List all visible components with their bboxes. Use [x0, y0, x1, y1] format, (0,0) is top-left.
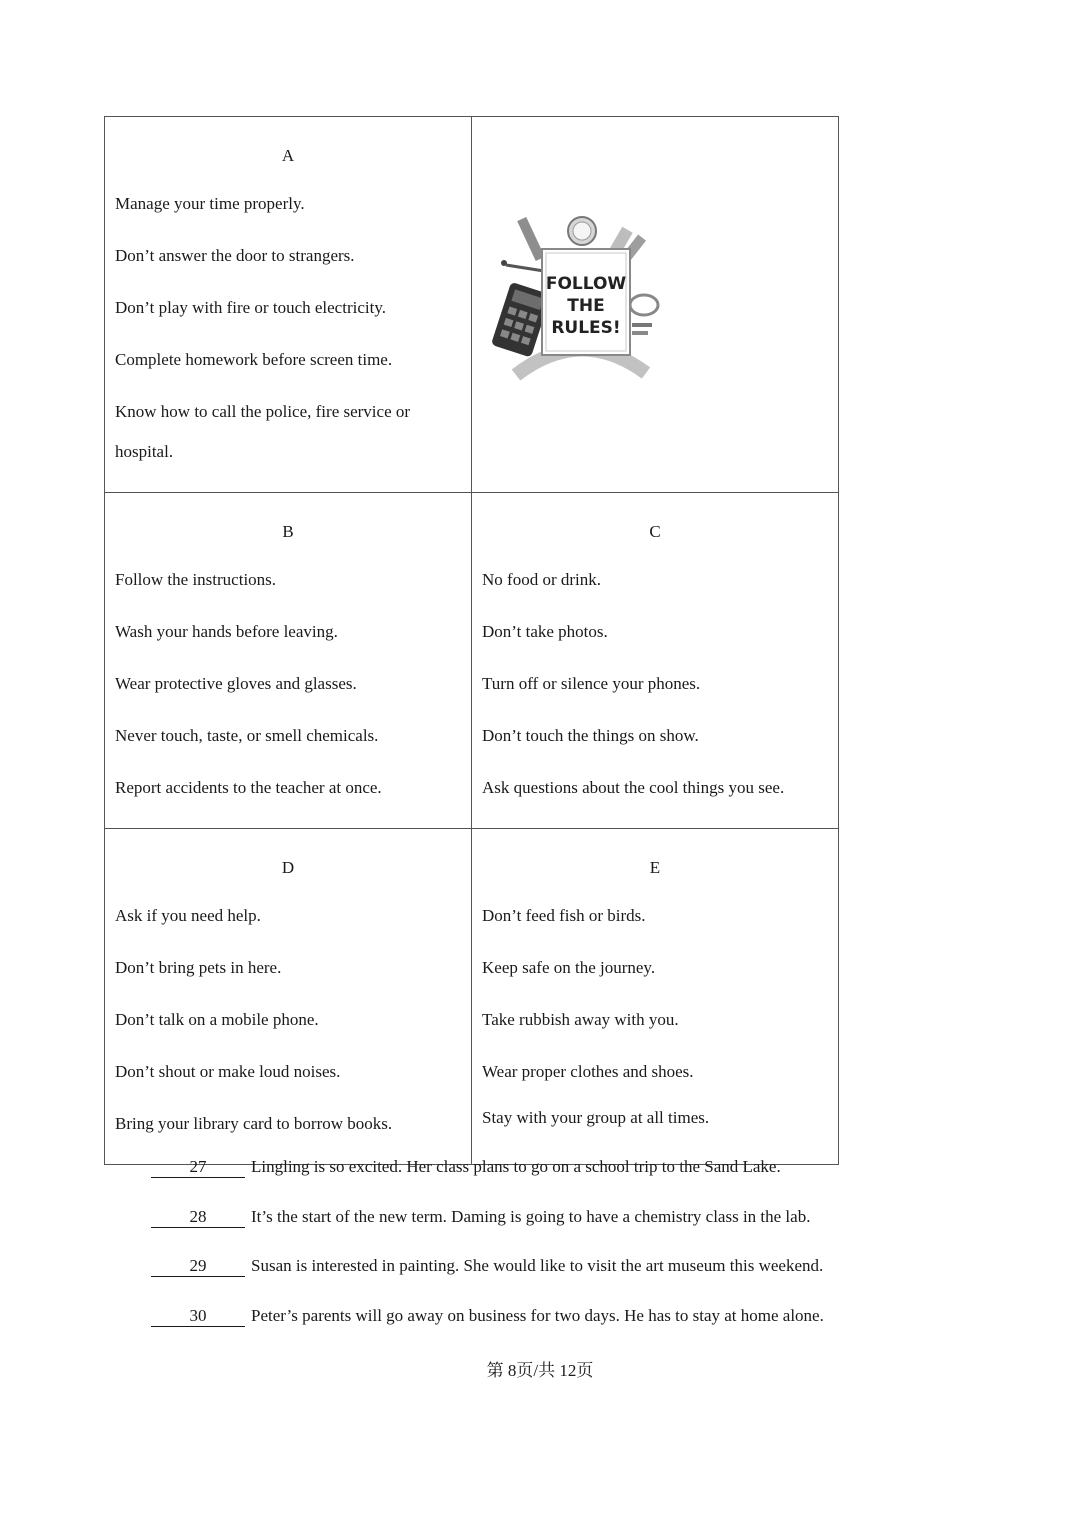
section-b-rule: Report accidents to the teacher at once. [115, 778, 382, 797]
section-a [105, 117, 472, 493]
poster-cell [472, 117, 839, 493]
section-b-rule: Wear protective gloves and glasses. [115, 674, 357, 693]
section-a-rule: Don’t answer the door to strangers. [115, 246, 355, 265]
rules-table [104, 116, 839, 1165]
page-footer: 第 8页/共 12页 [486, 1361, 594, 1380]
poster-line-2: THE [567, 296, 605, 316]
section-e-rule: Don’t feed fish or birds. [482, 906, 646, 925]
poster-line-3: RULES! [551, 318, 621, 338]
section-b-rule: Follow the instructions. [115, 570, 277, 589]
section-d-rule: Ask if you need help. [115, 906, 261, 925]
section-c-rule: No food or drink. [482, 570, 601, 589]
section-c [472, 493, 839, 829]
section-c-rule: Turn off or silence your phones. [482, 674, 701, 693]
section-e-rule: Take rubbish away with you. [482, 1010, 679, 1029]
section-e-rule: Keep safe on the journey. [482, 958, 656, 977]
section-e-heading: E [649, 858, 661, 877]
section-e-rule: Wear proper clothes and shoes. [482, 1062, 694, 1081]
question-item [151, 1205, 1051, 1255]
section-a-rule: Know how to call the police, fire service or [115, 402, 411, 421]
section-c-rule: Don’t take photos. [482, 622, 608, 641]
section-d-heading: D [281, 858, 295, 877]
section-d [105, 829, 472, 1165]
section-e [472, 829, 839, 1165]
question-list [151, 1155, 1051, 1353]
question-text: Peter’s parents will go away on business for two days. He has to stay at home alone. [251, 1305, 824, 1325]
section-a-rule: Don’t play with fire or touch electricity. [115, 298, 386, 317]
section-a-rule: Manage your time properly. [115, 194, 305, 213]
answer-blank[interactable]: 30 [151, 1306, 245, 1327]
question-item [151, 1155, 1051, 1205]
follow-the-rules-illustration [486, 205, 676, 395]
section-a-rule: Complete homework before screen time. [115, 350, 393, 369]
section-b-heading: B [282, 522, 294, 541]
section-a-heading: A [281, 146, 295, 165]
section-b [105, 493, 472, 829]
poster-line-1: FOLLOW [545, 274, 627, 294]
question-text: Susan is interested in painting. She would like to visit the art museum this weekend. [251, 1256, 824, 1275]
section-a-rule-continuation: hospital. [115, 442, 174, 461]
question-item [151, 1254, 1051, 1304]
section-d-rule: Bring your library card to borrow books. [115, 1114, 393, 1133]
section-d-rule: Don’t bring pets in here. [115, 958, 282, 977]
section-d-rule: Don’t shout or make loud noises. [115, 1062, 341, 1081]
section-b-rule: Never touch, taste, or smell chemicals. [115, 726, 379, 745]
answer-blank[interactable]: 27 [151, 1157, 245, 1178]
answer-blank[interactable]: 28 [151, 1207, 245, 1228]
question-text: It’s the start of the new term. Daming is going to have a chemistry class in the lab. [251, 1206, 811, 1226]
section-c-rule: Ask questions about the cool things you see. [482, 778, 785, 797]
section-c-heading: C [649, 522, 661, 541]
section-e-rule: Stay with your group at all times. [482, 1108, 710, 1127]
question-text: Lingling is so excited. Her class plans to go on a school trip to the Sand Lake. [251, 1157, 781, 1176]
section-b-rule: Wash your hands before leaving. [115, 622, 338, 641]
section-d-rule: Don’t talk on a mobile phone. [115, 1010, 319, 1029]
question-item [151, 1304, 1051, 1354]
answer-blank[interactable]: 29 [151, 1256, 245, 1277]
section-c-rule: Don’t touch the things on show. [482, 726, 699, 745]
